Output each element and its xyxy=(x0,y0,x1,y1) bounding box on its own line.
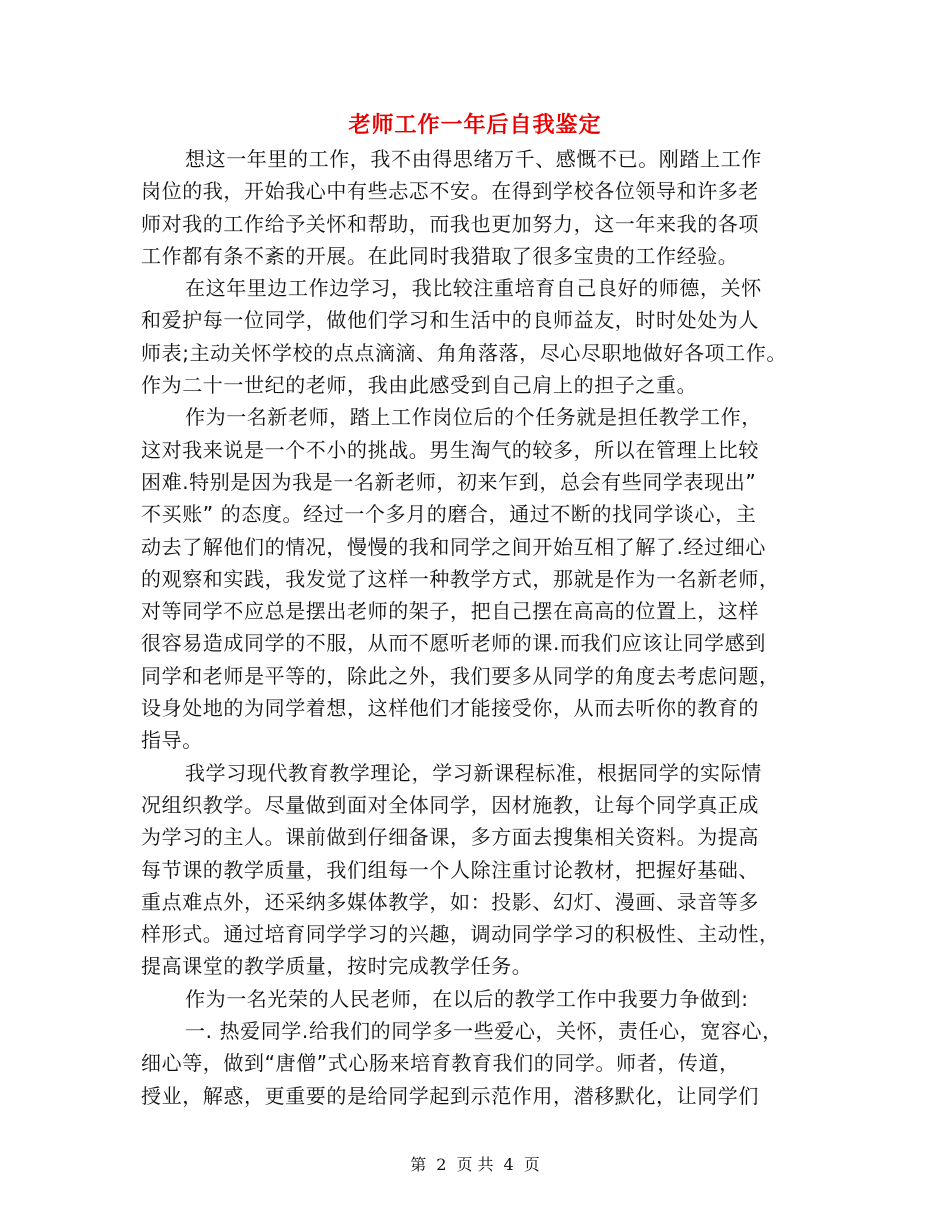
text-line: 和爱护每一位同学，做他们学习和生活中的良师益友，时时处处为人 xyxy=(141,308,759,333)
text-line: 岗位的我，开始我心中有些忐忑不安。在得到学校各位领导和许多老 xyxy=(141,179,759,204)
text-line: 同学和老师是平等的，除此之外，我们要多从同学的角度去考虑问题， xyxy=(141,663,780,688)
text-line: 设身处地的为同学着想，这样他们才能接受你，从而去听你的教育的 xyxy=(141,696,759,721)
text-line: 师表;主动关怀学校的点点滴滴、角角落落，尽心尽职地做好各项工作。 xyxy=(141,340,787,365)
text-line: 授业，解惑，更重要的是给同学起到示范作用，潜移默化，让同学们 xyxy=(141,1083,759,1108)
text-line: 在这年里边工作边学习，我比较注重培育自己良好的师德，关怀 xyxy=(185,276,762,301)
text-line: 这对我来说是一个不小的挑战。男生淘气的较多，所以在管理上比较 xyxy=(141,437,759,462)
footer-total-pages: 4 xyxy=(503,1155,514,1174)
footer-middle: 页 共 xyxy=(456,1155,494,1174)
page-footer xyxy=(0,1152,950,1175)
text-line: 我学习现代教育教学理论，学习新课程标准，根据同学的实际情 xyxy=(185,760,762,785)
footer-prefix: 第 xyxy=(410,1155,427,1174)
text-line: 作为一名光荣的人民老师，在以后的教学工作中我要力争做到: xyxy=(185,986,749,1011)
text-line: 不买账” 的态度。经过一个多月的磨合，通过不断的找同学谈心，主 xyxy=(141,502,757,527)
text-line: 想这一年里的工作，我不由得思绪万千、感慨不已。刚踏上工作 xyxy=(185,147,762,171)
text-line: 每节课的教学质量，我们组每一个人除注重讨论教材，把握好基础、 xyxy=(141,857,759,882)
text-line: 动去了解他们的情况，慢慢的我和同学之间开始互相了解了.经过细心 xyxy=(141,534,766,559)
document-title: 老师工作一年后自我鉴定 xyxy=(348,112,602,138)
text-line: 工作都有条不紊的开展。在此同时我猎取了很多宝贵的工作经验。 xyxy=(141,243,739,268)
text-line: 提高课堂的教学质量，按时完成教学任务。 xyxy=(141,954,533,979)
document-body xyxy=(141,143,831,1112)
text-line: 细心等，做到“唐僧”式心肠来培育教育我们的同学。师者，传道， xyxy=(141,1051,740,1076)
text-line: 一. 热爱同学.给我们的同学多一些爱心，关怀，责任心，宽容心， xyxy=(185,1019,783,1044)
text-line: 师对我的工作给予关怀和帮助，而我也更加努力，这一年来我的各项 xyxy=(141,211,759,236)
text-line: 指导。 xyxy=(141,728,203,753)
text-line: 况组织教学。尽量做到面对全体同学，因材施教，让每个同学真正成 xyxy=(141,792,759,817)
text-line: 作为二十一世纪的老师，我由此感受到自己肩上的担子之重。 xyxy=(141,373,698,398)
text-line: 样形式。通过培育同学学习的兴趣，调动同学学习的积极性、主动性， xyxy=(141,922,780,947)
footer-suffix: 页 xyxy=(523,1155,540,1174)
text-line: 很容易造成同学的不服，从而不愿听老师的课.而我们应该让同学感到 xyxy=(141,631,766,656)
text-line: 的观察和实践，我发觉了这样一种教学方式，那就是作为一名新老师， xyxy=(141,566,780,591)
footer-page-number: 2 xyxy=(436,1155,447,1174)
text-line: 作为一名新老师，踏上工作岗位后的个任务就是担任教学工作， xyxy=(185,405,762,430)
text-line: 重点难点外，还采纳多媒体教学，如：投影、幻灯、漫画、录音等多 xyxy=(141,889,759,914)
text-line: 对等同学不应总是摆出老师的架子，把自己摆在高高的位置上，这样 xyxy=(141,599,759,624)
text-line: 为学习的主人。课前做到仔细备课，多方面去搜集相关资料。为提高 xyxy=(141,825,759,850)
text-line: 困难.特别是因为我是一名新老师，初来乍到，总会有些同学表现出” xyxy=(141,469,757,494)
